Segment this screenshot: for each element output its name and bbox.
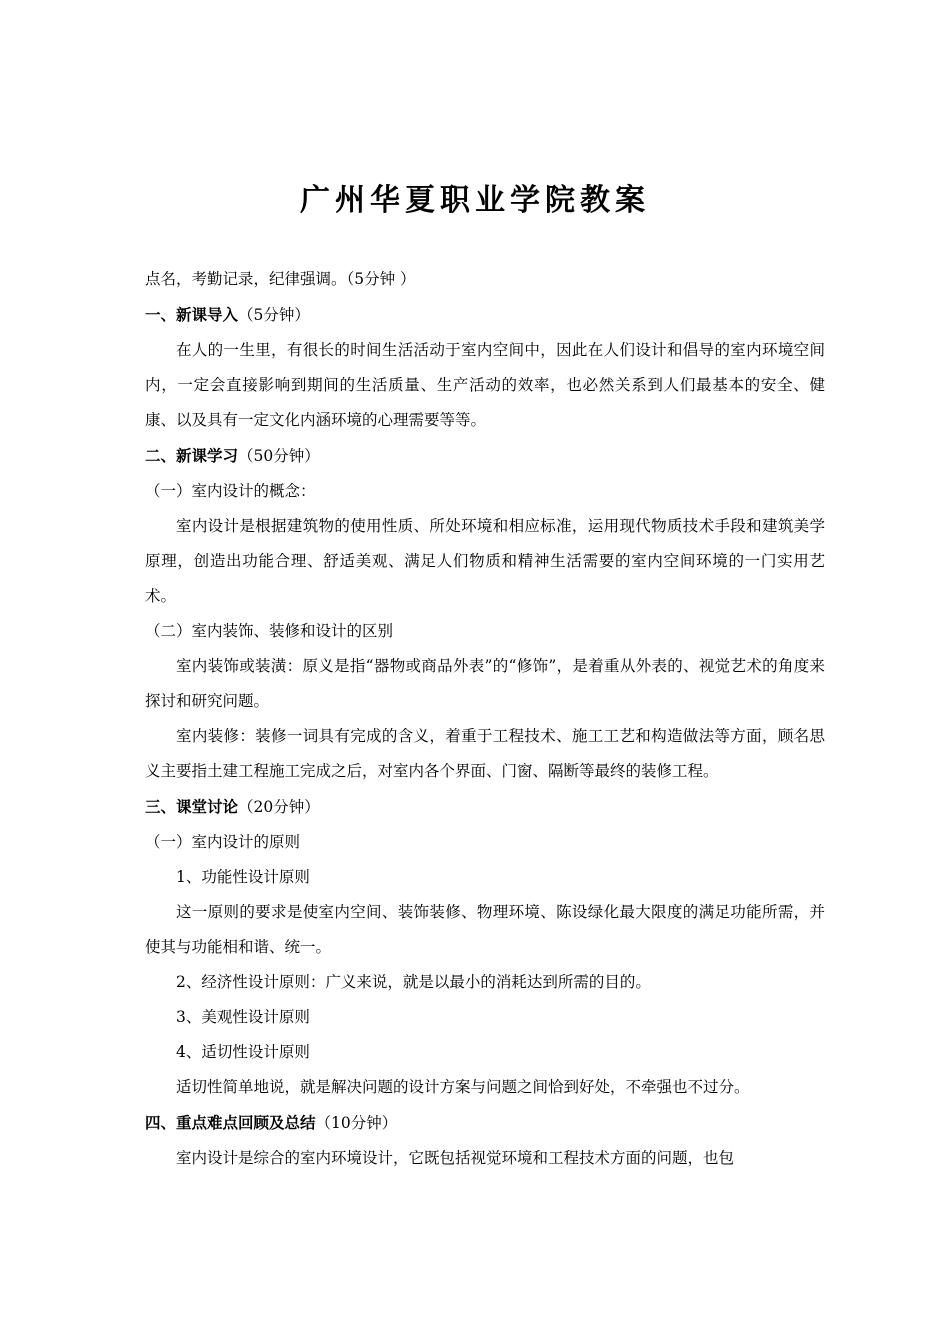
subsection-heading: （一）室内设计的概念：: [145, 482, 316, 500]
section-heading-text: 一、新课导入: [145, 305, 239, 324]
paragraph: 这一原则的要求是使室内空间、装饰装修、物理环境、陈设绿化最大限度的满足功能所需，并使其与功能相和谐、统一。: [145, 903, 825, 956]
section-duration: （20分钟）: [238, 798, 320, 816]
paragraph: 室内设计是根据建筑物的使用性质、所处环境和相应标准，运用现代物质技术手段和建筑美学原理，创造出功能合理、舒适美观、满足人们物质和精神生活需要的室内空间环境的一门实用艺术。: [145, 517, 825, 605]
subsection-heading: （二）室内装饰、装修和设计的区别: [145, 622, 394, 640]
document-body: [145, 262, 825, 1176]
list-item: 4、适切性设计原则: [176, 1043, 310, 1061]
section-heading-new-lesson-intro: [145, 297, 825, 333]
section-heading-class-discussion: [145, 789, 825, 825]
paragraph: 室内设计是综合的室内环境设计，它既包括视觉环境和工程技术方面的问题，也包: [176, 1149, 735, 1167]
paragraph: 室内装修：装修一词具有完成的含义，着重于工程技术、施工工艺和构造做法等方面，顾名思义主要指土建工程施工完成之后，对室内各个界面、门窗、隔断等最终的装修工程。: [145, 727, 825, 780]
list-item: 2、经济性设计原则：广义来说，就是以最小的消耗达到所需的目的。: [176, 973, 651, 991]
section-duration: （10分钟）: [315, 1114, 398, 1132]
paragraph: 在人的一生里，有很长的时间生活活动于室内空间中，因此在人们设计和倡导的室内环境空间内，一定会直接影响到期间的生活质量、生产活动的效率，也必然关系到人们最基本的安全、健康、以及具有一定文化内涵环境的心理需要等等。: [145, 341, 825, 429]
list-item: 1、功能性设计原则: [176, 868, 310, 886]
paragraph: 适切性简单地说，就是解决问题的设计方案与问题之间恰到好处，不牵强也不过分。: [176, 1078, 750, 1096]
document-title: 广州华夏职业学院教案: [300, 183, 650, 218]
section-heading-text: 四、重点难点回顾及总结: [145, 1113, 316, 1132]
paragraph: 室内装饰或装潢：原义是指“器物或商品外表”的“修饰”，是着重从外表的、视觉艺术的角度来探讨和研究问题。: [145, 657, 825, 710]
section-heading-new-lesson-study: [145, 438, 825, 474]
intro-line: 点名，考勤记录，纪律强调。（5分钟 ）: [145, 270, 416, 288]
section-heading-review-summary: [145, 1105, 825, 1141]
section-heading-text: 三、课堂讨论: [145, 797, 239, 816]
list-item: 3、美观性设计原则: [176, 1008, 310, 1026]
section-duration: （50分钟）: [238, 447, 320, 465]
subsection-heading: （一）室内设计的原则: [145, 833, 301, 851]
section-duration: （5分钟）: [238, 306, 310, 324]
section-heading-text: 二、新课学习: [145, 446, 239, 465]
